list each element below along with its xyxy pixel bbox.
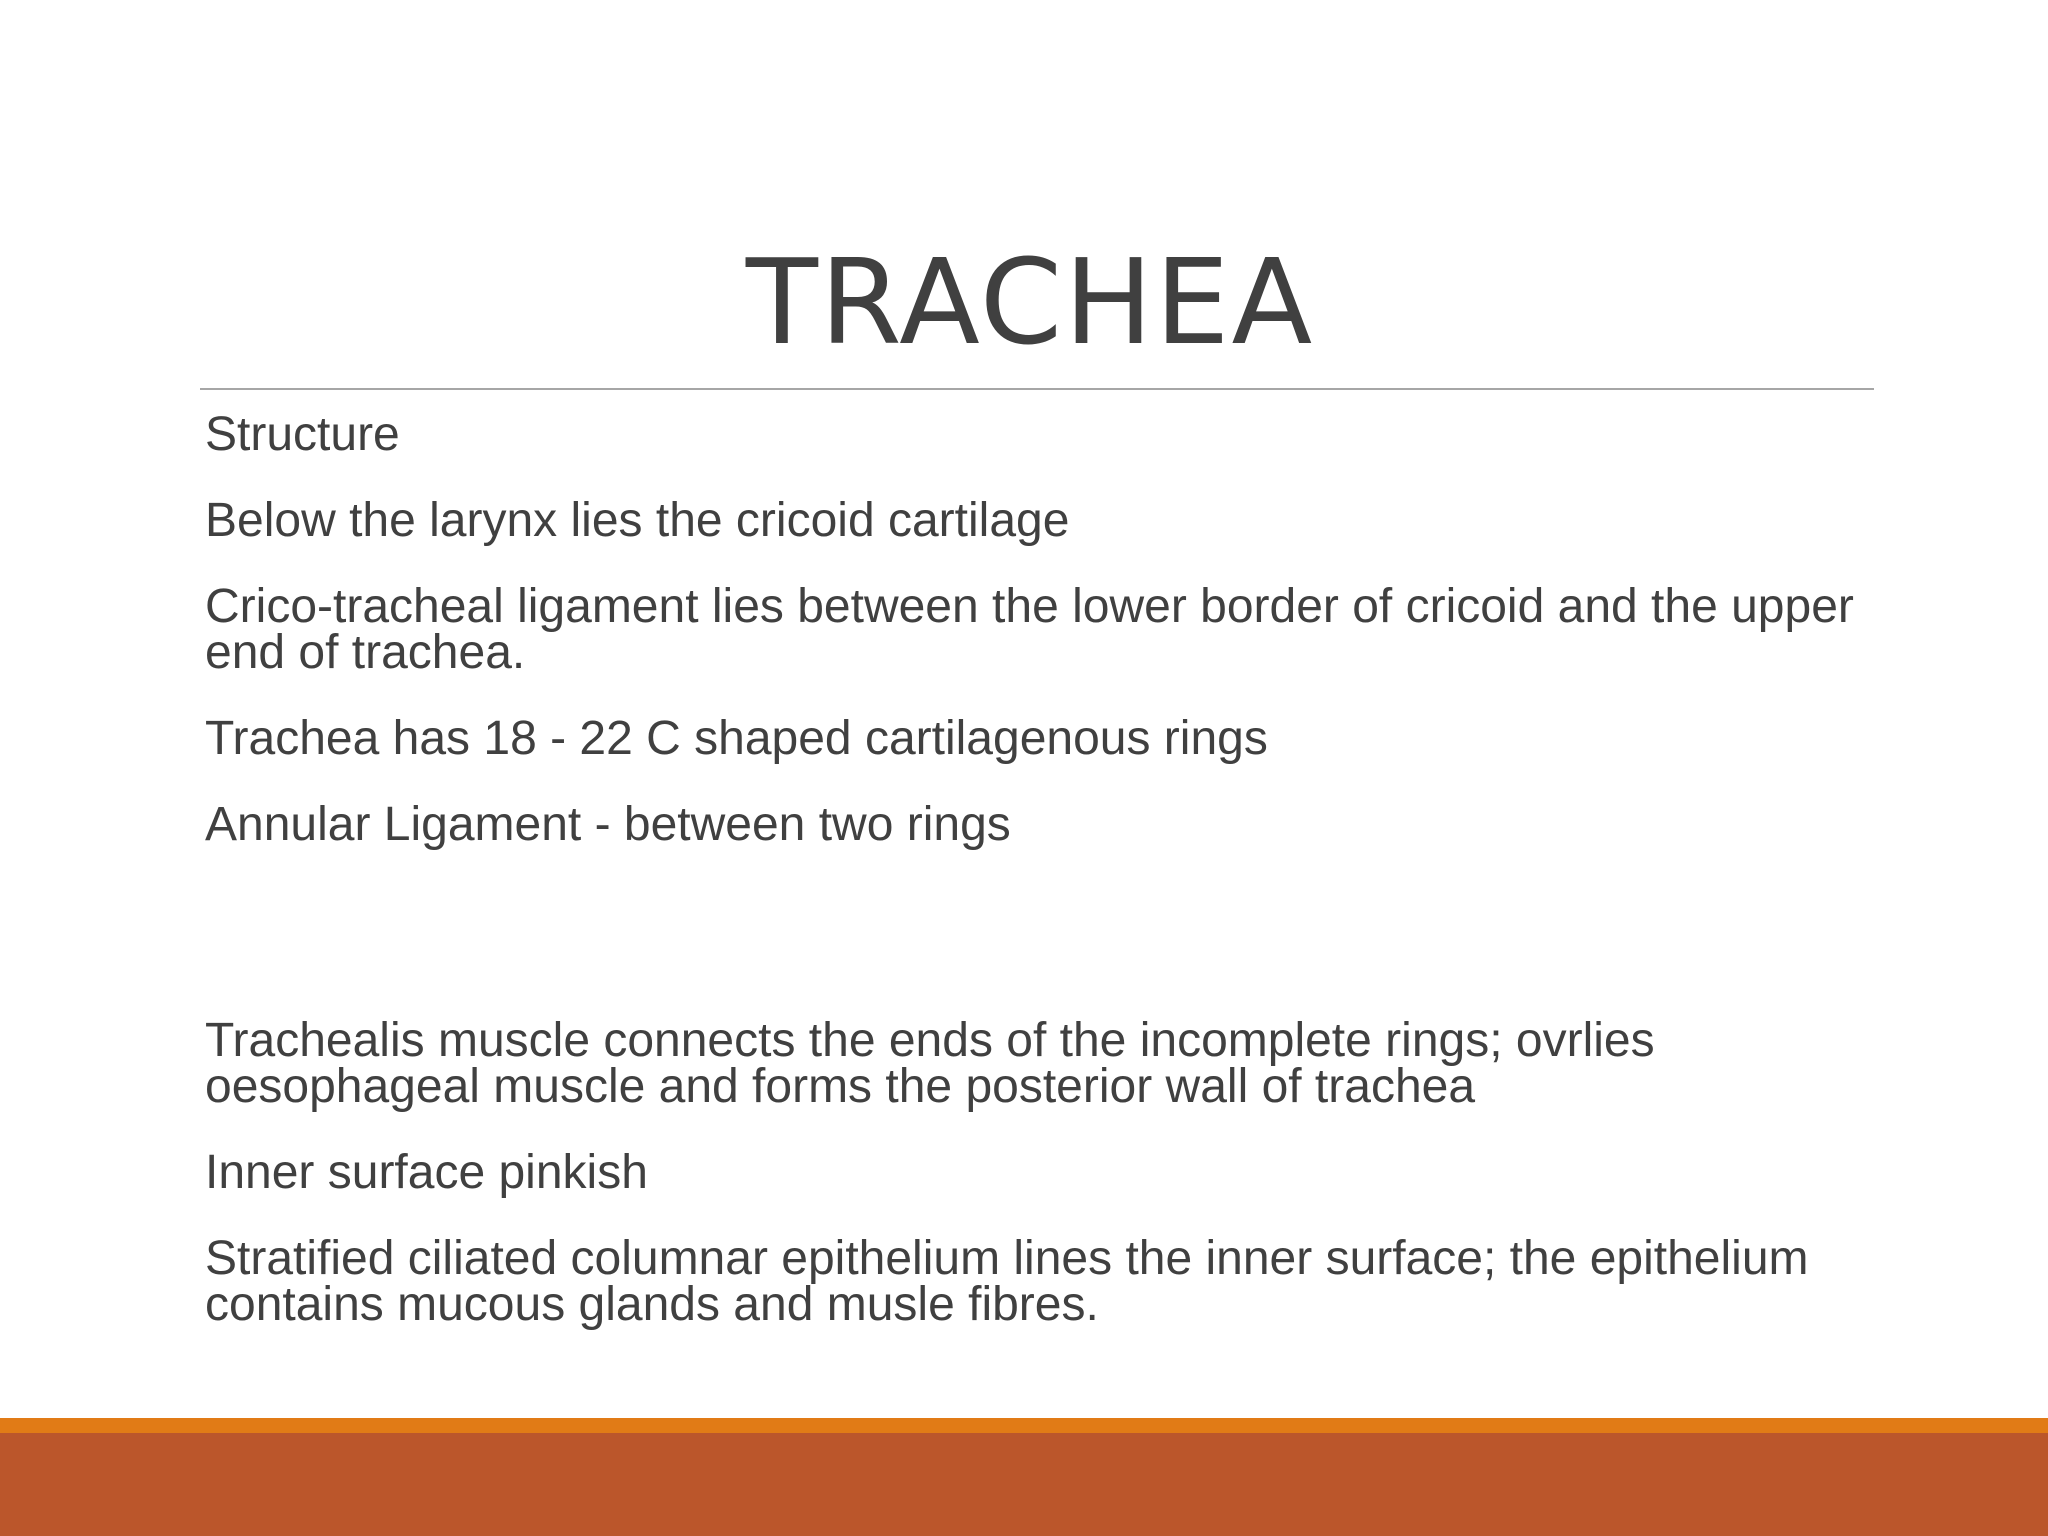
body-item-structure: Structure bbox=[205, 408, 400, 461]
body-item-cricoid: Below the larynx lies the cricoid cartilage bbox=[205, 494, 1070, 547]
slide-title: TRACHEA bbox=[745, 233, 1315, 371]
body-empty-line bbox=[205, 888, 1855, 934]
slide-body bbox=[205, 408, 1855, 1368]
body-item-inner-surface: Inner surface pinkish bbox=[205, 1146, 648, 1199]
body-item-trachealis-muscle: Trachealis muscle connects the ends of the incomplete rings; ovrlies oesophageal muscle and forms the posterior wall of trachea bbox=[205, 1014, 1655, 1113]
body-item-annular-ligament: Annular Ligament - between two rings bbox=[205, 798, 1011, 851]
footer-accent-stripe bbox=[0, 1418, 2048, 1433]
body-item-epithelium: Stratified ciliated columnar epithelium lines the inner surface; the epithelium contains mucous glands and musle fibres. bbox=[205, 1232, 1809, 1331]
body-item-crico-tracheal-ligament: Crico-tracheal ligament lies between the lower border of cricoid and the upper end of trachea. bbox=[205, 580, 1854, 679]
footer-band bbox=[0, 1433, 2048, 1536]
body-item-cartilage-rings: Trachea has 18 - 22 C shaped cartilagenous rings bbox=[205, 712, 1268, 765]
title-divider bbox=[200, 388, 1874, 390]
